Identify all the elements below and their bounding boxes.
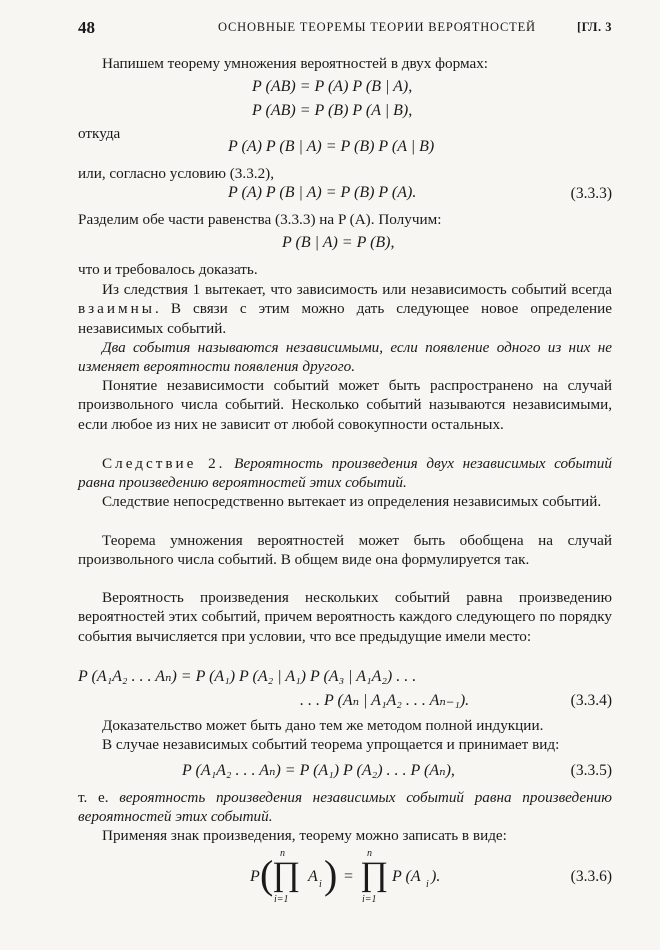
- paragraph: Напишем теорему умножения вероятностей в двух формах:: [102, 55, 489, 72]
- paragraph: что и требовалось доказать.: [78, 261, 258, 278]
- equation-number: (3.3.5): [570, 762, 612, 779]
- paragraph: Разделим обе части равенства (3.3.3) на P (A). Получим:: [78, 211, 442, 228]
- equation-number: (3.3.3): [570, 185, 612, 202]
- running-header: [78, 18, 612, 42]
- lower-limit: i=1: [274, 894, 289, 905]
- formula-rhs: P (A: [392, 868, 421, 885]
- formula: P (A) P (B | A) = P (B) P (A | B): [228, 138, 435, 155]
- paragraph: или, согласно условию (3.3.2),: [78, 165, 275, 182]
- page-number: 48: [78, 18, 95, 37]
- equals-sign: =: [344, 868, 354, 885]
- paragraph: В случае независимых событий теорема упрощается и принимает вид:: [102, 736, 560, 753]
- corollary-text: Вероятность произведения двух независимых событий равна произведению вероятностей этих событий.: [78, 455, 612, 492]
- paragraph: Применяя знак произведения, теорему можно записать в виде:: [102, 827, 507, 844]
- emphasis: вероятность произведения независимых событий равна произведению вероятностей этих событий.: [78, 789, 612, 826]
- emphasis: взаимны: [78, 300, 155, 318]
- paragraph: Вероятность произведения нескольких событий равна произведению вероятностей этих событий, причем вероятность каждого следующего по порядку события вычисляется при условии, что все предыдущие имели место:: [78, 589, 612, 645]
- left-paren: (: [260, 852, 274, 897]
- formula: P (A₁A₂ . . . Aₙ) = P (A₁) P (A₂ | A₁) P (A₃ | A₁A₂) . . .: [78, 668, 417, 685]
- product-formula: [250, 848, 470, 918]
- chapter-label: [ГЛ. 3: [576, 20, 612, 34]
- paragraph: [78, 788, 612, 827]
- subscript-i: i: [319, 879, 322, 890]
- paragraph: [78, 280, 612, 338]
- running-title: ОСНОВНЫЕ ТЕОРЕМЫ ТЕОРИИ ВЕРОЯТНОСТЕЙ: [218, 20, 536, 34]
- upper-limit: n: [367, 848, 372, 859]
- text-run: т. е.: [78, 789, 120, 806]
- formula: P (A) P (B | A) = P (B) P (A).: [228, 184, 417, 201]
- formula-end: ).: [431, 868, 441, 885]
- subscript-i: i: [426, 879, 429, 890]
- formula: P (AB) = P (B) P (A | B),: [252, 102, 413, 119]
- equation-number: (3.3.6): [570, 868, 612, 885]
- right-paren: ): [324, 852, 338, 897]
- corollary: [78, 454, 612, 493]
- paragraph: Следствие непосредственно вытекает из определения независимых событий.: [102, 493, 602, 510]
- formula: P (AB) = P (A) P (B | A),: [252, 78, 413, 95]
- definition: Два события называются независимыми, если появление одного из них не изменяет вероятности появления другого.: [78, 339, 612, 376]
- upper-limit: n: [280, 848, 285, 859]
- paragraph: Доказательство может быть дано тем же методом полной индукции.: [102, 717, 544, 734]
- formula: P (B | A) = P (B),: [282, 234, 395, 251]
- paragraph: откуда: [78, 125, 121, 142]
- formula-P: P: [250, 868, 260, 885]
- product-symbol: ∏: [272, 856, 300, 893]
- corollary-label: Следствие 2.: [102, 455, 226, 472]
- text-run: Из следствия 1 вытекает, что зависимость или независимость событий всегда: [102, 281, 612, 298]
- formula-A: A: [308, 868, 318, 885]
- formula: P (A₁A₂ . . . Aₙ) = P (A₁) P (A₂) . . . P (Aₙ),: [182, 762, 455, 779]
- product-symbol: ∏: [360, 856, 388, 893]
- text-run: . В связи с этим можно дать следующее новое определение независимых событий.: [78, 300, 612, 337]
- lower-limit: i=1: [362, 894, 377, 905]
- formula: . . . P (Aₙ | A₁A₂ . . . Aₙ₋₁).: [300, 692, 470, 709]
- paragraph: Понятие независимости событий может быть распространено на случай произвольного числа событий. Несколько событий называются независимыми, если любое из них не зависит от любой совокупности остальных.: [78, 377, 612, 433]
- paragraph: Теорема умножения вероятностей может быть обобщена на случай произвольного числа событий. В общем виде она формулируется так.: [78, 532, 612, 569]
- equation-number: (3.3.4): [570, 692, 612, 709]
